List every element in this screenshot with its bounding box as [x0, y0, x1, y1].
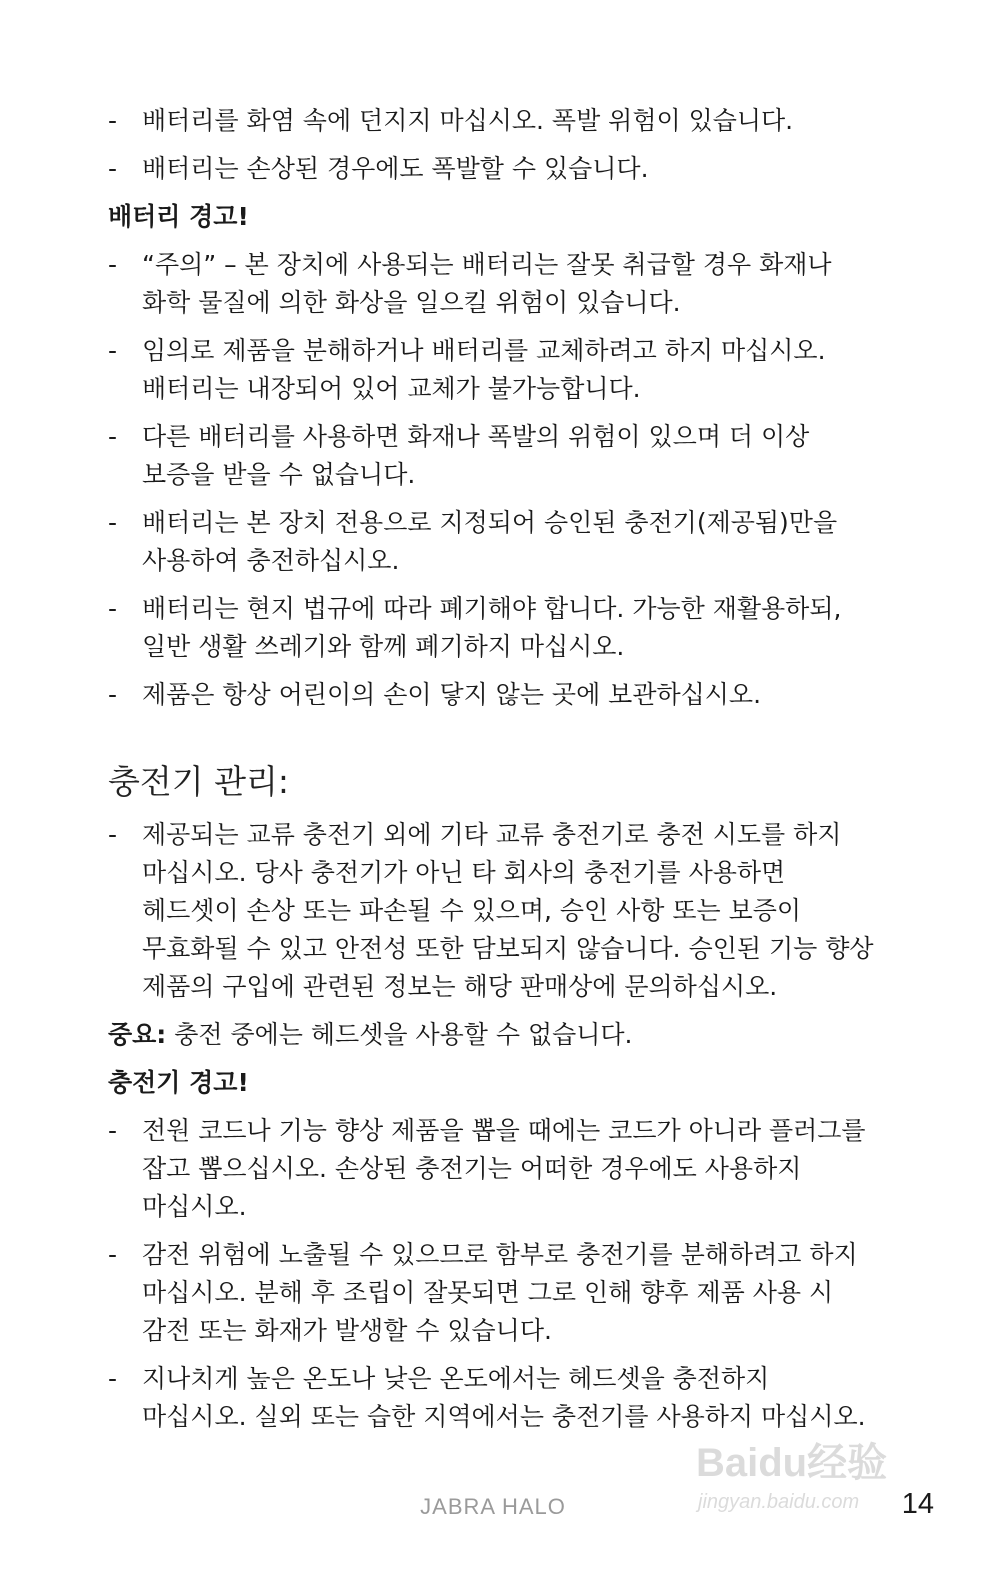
bullet-dash: -: [108, 820, 118, 849]
list-item: [108, 150, 878, 188]
list-item-text: 배터리는 현지 법규에 따라 폐기해야 합니다. 가능한 재활용하되, 일반 생활 쓰레기와 함께 폐기하지 마십시오.: [142, 594, 842, 661]
important-label: 중요:: [108, 1020, 167, 1049]
page-content: [108, 102, 878, 1446]
bullet-dash: -: [108, 594, 118, 623]
list-item: [108, 246, 878, 322]
bullet-dash: -: [108, 508, 118, 537]
list-item: [108, 418, 878, 494]
bullet-dash: -: [108, 106, 118, 135]
page-number: 14: [901, 1488, 934, 1520]
battery-warning-heading: 배터리 경고!: [108, 202, 249, 231]
list-item-text: 제공되는 교류 충전기 외에 기타 교류 충전기로 충전 시도를 하지 마십시오. 당사 충전기가 아닌 타 회사의 충전기를 사용하면 헤드셋이 손상 또는 파손될 수 있으며, 승인 사항 또는 보증이 무효화될 수 있고 안전성 또한 담보되지 않습니다. 승인된 기능 향상 제품의 구입에 관련된 정보는 해당 판매상에 문의하십시오.: [142, 820, 874, 1001]
list-item-text: 제품은 항상 어린이의 손이 닿지 않는 곳에 보관하십시오.: [142, 680, 762, 709]
bullet-dash: -: [108, 1116, 118, 1145]
bullet-dash: -: [108, 336, 118, 365]
list-item-text: 임의로 제품을 분해하거나 배터리를 교체하려고 하지 마십시오. 배터리는 내장되어 있어 교체가 불가능합니다.: [142, 336, 826, 403]
list-item-text: 배터리는 손상된 경우에도 폭발할 수 있습니다.: [142, 154, 649, 183]
list-item: [108, 1360, 878, 1436]
list-item: [108, 102, 878, 140]
list-item: [108, 590, 878, 666]
list-item: [108, 1236, 878, 1350]
list-item-text: 전원 코드나 기능 향상 제품을 뽑을 때에는 코드가 아니라 플러그를 잡고 뽑으십시오. 손상된 충전기는 어떠한 경우에도 사용하지 마십시오.: [142, 1116, 866, 1221]
list-item-text: “주의” – 본 장치에 사용되는 배터리는 잘못 취급할 경우 화재나 화학 물질에 의한 화상을 일으킬 위험이 있습니다.: [142, 250, 832, 317]
list-item-text: 다른 배터리를 사용하면 화재나 폭발의 위험이 있으며 더 이상 보증을 받을 수 없습니다.: [142, 422, 810, 489]
charger-warning-heading: 충전기 경고!: [108, 1068, 249, 1097]
list-item-text: 감전 위험에 노출될 수 있으므로 함부로 충전기를 분해하려고 하지 마십시오. 분해 후 조립이 잘못되면 그로 인해 향후 제품 사용 시 감전 또는 화재가 발생할 수 있습니다.: [142, 1240, 858, 1345]
list-item-text: 지나치게 높은 온도나 낮은 온도에서는 헤드셋을 충전하지 마십시오. 실외 또는 습한 지역에서는 충전기를 사용하지 마십시오.: [142, 1364, 866, 1431]
footer-brand: JABRA HALO: [420, 1494, 566, 1519]
list-item: [108, 504, 878, 580]
bullet-dash: -: [108, 680, 118, 709]
bullet-dash: -: [108, 154, 118, 183]
bullet-dash: -: [108, 1364, 118, 1393]
section-title-charger-care: 충전기 관리:: [108, 762, 289, 801]
list-item: [108, 1112, 878, 1226]
bullet-dash: -: [108, 422, 118, 451]
watermark-brand: Baidu经验: [696, 1441, 888, 1485]
list-item: [108, 816, 878, 1006]
important-text: 충전 중에는 헤드셋을 사용할 수 없습니다.: [166, 1020, 633, 1049]
list-item: [108, 332, 878, 408]
watermark-url: jingyan.baidu.com: [698, 1491, 860, 1513]
list-item-text: 배터리는 본 장치 전용으로 지정되어 승인된 충전기(제공됨)만을 사용하여 충전하십시오.: [142, 508, 838, 575]
important-note: [108, 1016, 878, 1054]
list-item-text: 배터리를 화염 속에 던지지 마십시오. 폭발 위험이 있습니다.: [142, 106, 794, 135]
bullet-dash: -: [108, 250, 118, 279]
list-item: [108, 676, 878, 714]
bullet-dash: -: [108, 1240, 118, 1269]
